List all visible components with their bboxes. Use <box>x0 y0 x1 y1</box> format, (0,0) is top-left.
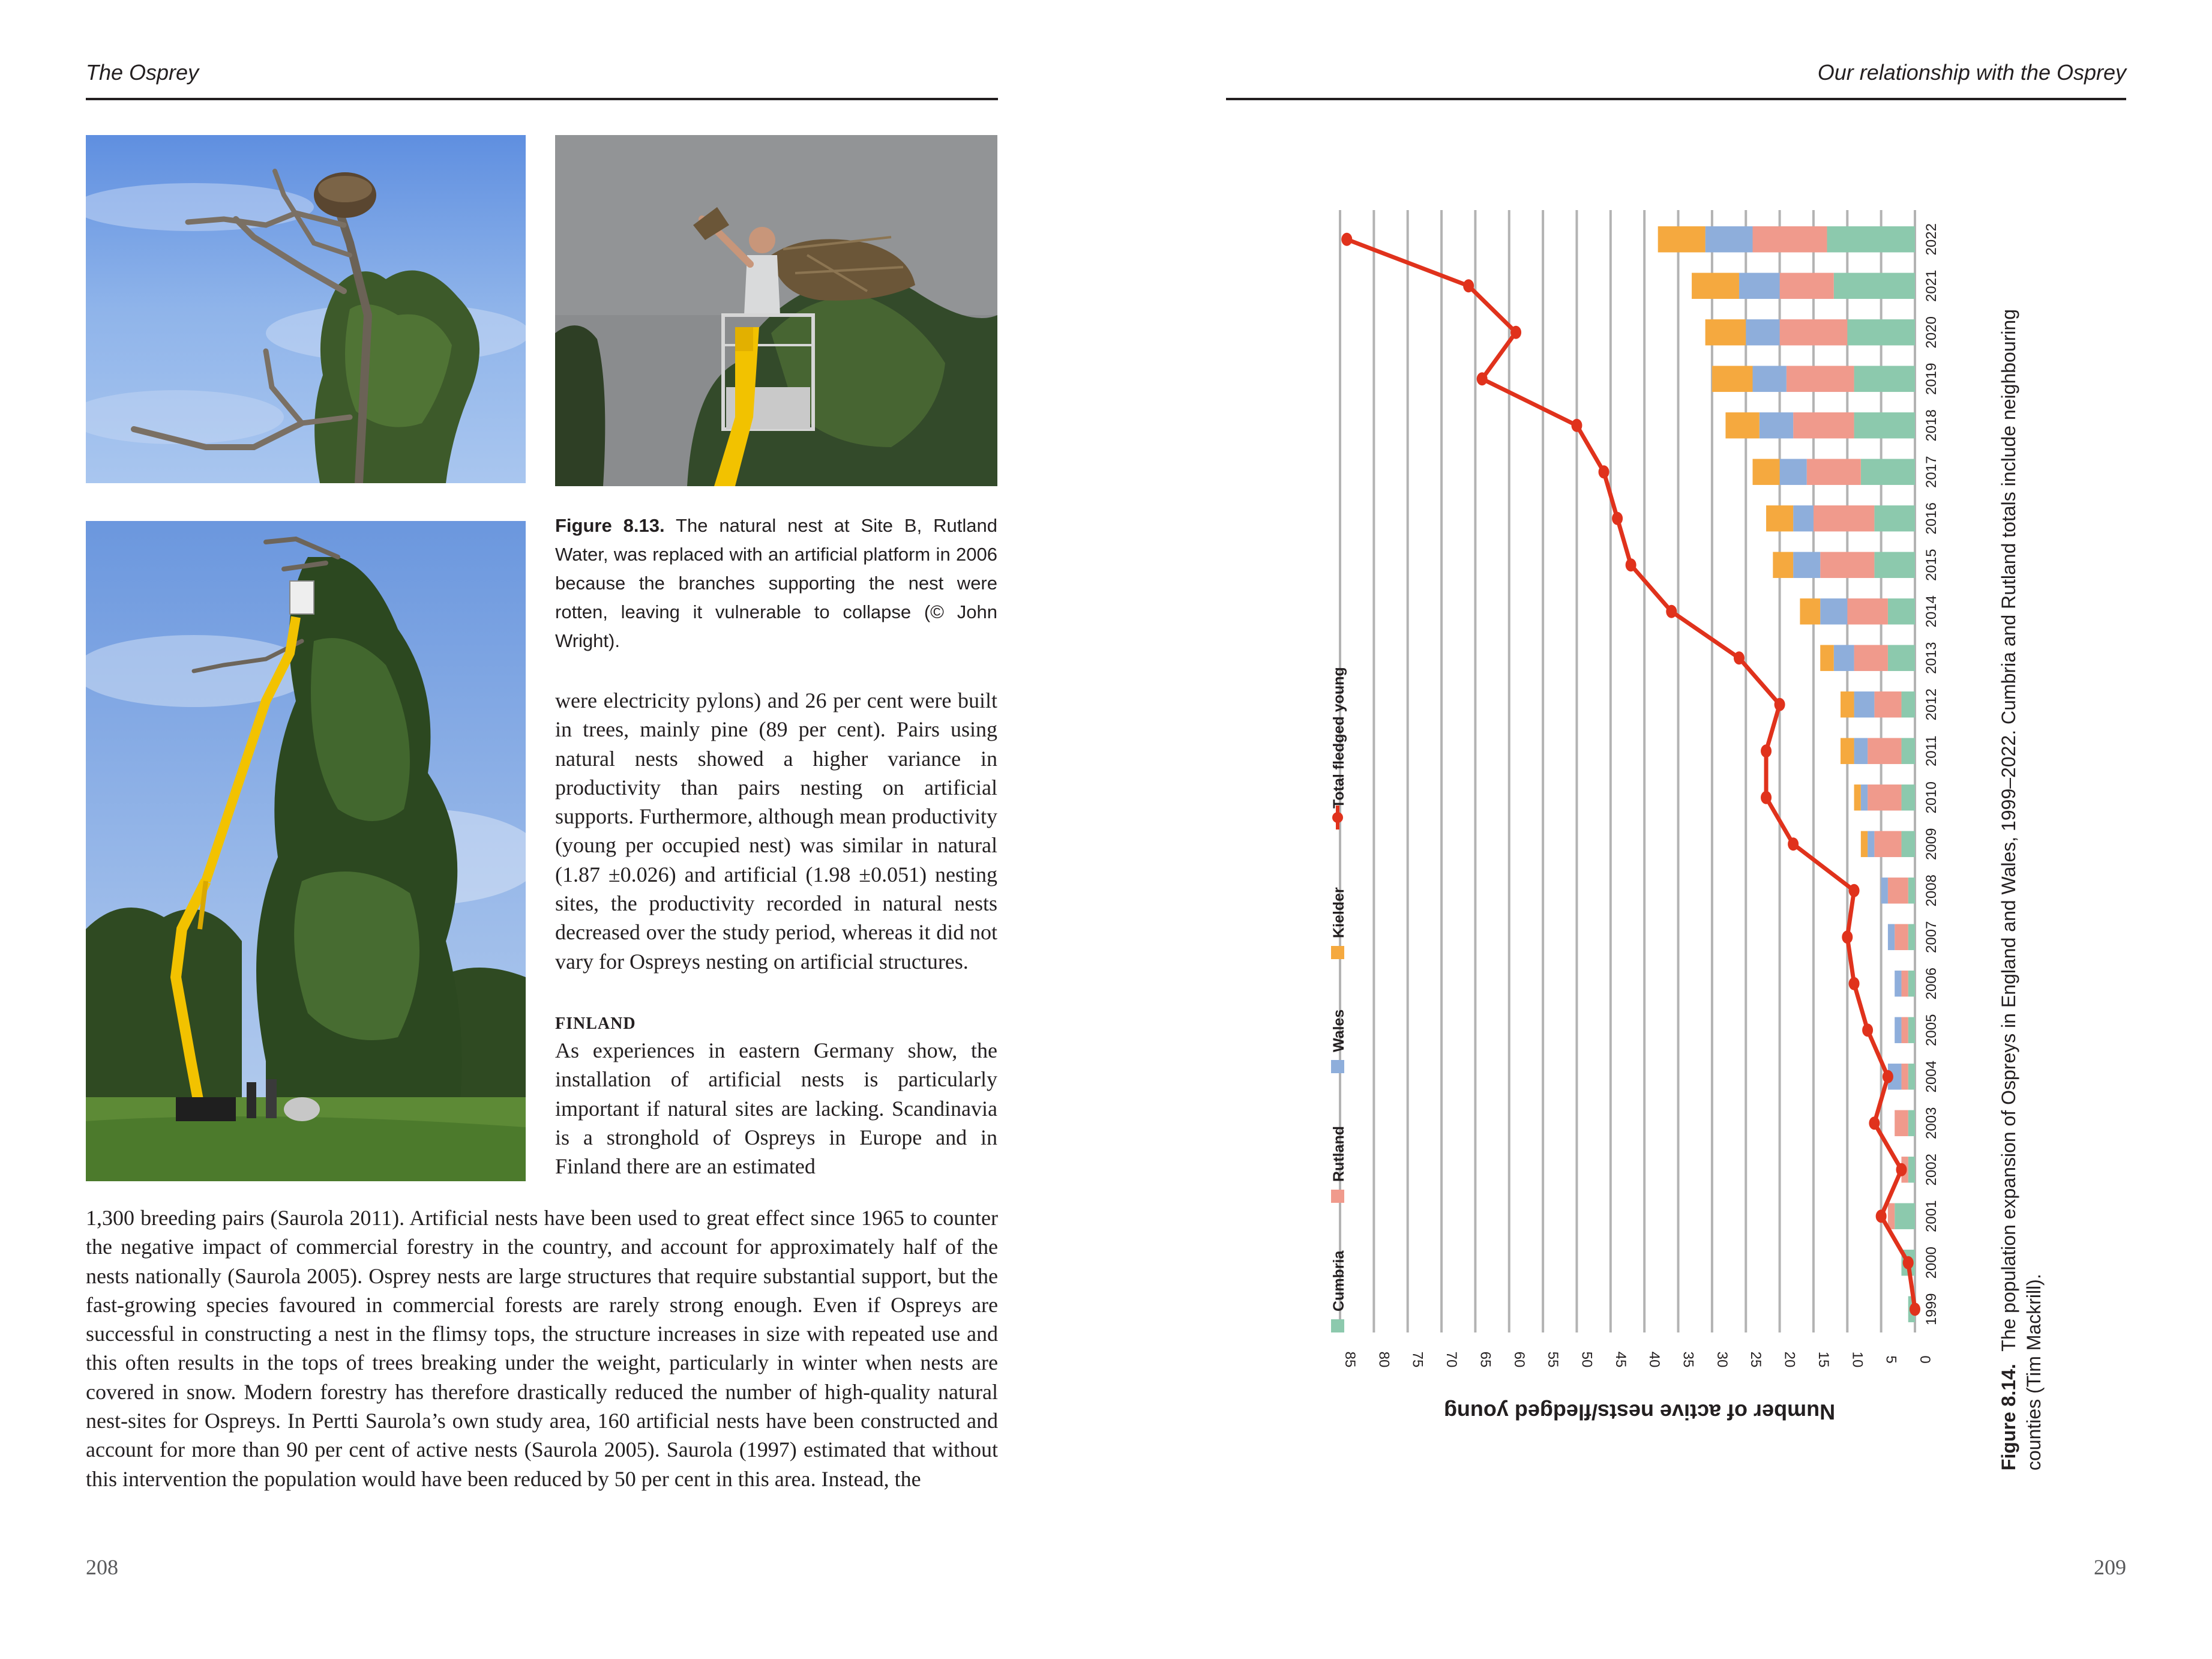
fledged-young-point <box>1761 744 1772 757</box>
bar-segment-rutland <box>1868 738 1901 764</box>
bar-segment-kielder <box>1712 366 1753 392</box>
bar-segment-rutland <box>1895 924 1908 950</box>
bar-segment-wales <box>1834 645 1854 671</box>
category-label: 2008 <box>1923 875 1940 907</box>
bar-segment-rutland <box>1868 784 1901 810</box>
bar-segment-rutland <box>1787 366 1854 392</box>
bar-segment-kielder <box>1861 831 1868 857</box>
figure-8-13-caption <box>555 511 997 655</box>
header-rule-left <box>86 98 998 100</box>
bar-segment-cumbria <box>1854 366 1915 392</box>
bar-segment-kielder <box>1854 784 1861 810</box>
category-label: 2004 <box>1923 1061 1940 1093</box>
axis-tick-label: 20 <box>1781 1351 1798 1368</box>
bar-segment-kielder <box>1658 226 1706 252</box>
page-number-left: 208 <box>86 1555 118 1579</box>
category-label: 2016 <box>1923 502 1940 535</box>
figure-8-14-label: Figure 8.14. <box>1998 1364 2019 1471</box>
legend-swatch-marker <box>1332 812 1343 823</box>
category-label: 2003 <box>1923 1107 1940 1139</box>
category-label: 2019 <box>1923 363 1940 395</box>
bar-segment-cumbria <box>1827 226 1915 252</box>
bar-segment-wales <box>1868 831 1874 857</box>
bar-segment-kielder <box>1841 691 1854 717</box>
body-paragraph-productivity: were electricity pylons) and 26 per cent were built in trees, mainly pine (89 per cent). Pairs using natural nests showed a higher variance in productivity than pairs nesting on artificial supports. Furthermore, although mean productivity (young per occupied nest) was similar in natural (1.87 ±0.026) and artificial (1.98 ±0.051) nesting sites, the productivity recorded in natural nests decreased over the study period, whereas it did not vary for Ospreys nesting on artificial structures. <box>555 688 997 974</box>
fledged-young-point <box>1876 1209 1887 1223</box>
fledged-young-point <box>1599 465 1609 478</box>
bar-segment-cumbria <box>1847 319 1915 345</box>
running-head-right: Our relationship with the Osprey <box>1817 60 2126 85</box>
fledged-young-point <box>1883 1070 1893 1083</box>
bar-segment-rutland <box>1854 645 1888 671</box>
bar-segment-rutland <box>1814 505 1874 531</box>
axis-tick-label: 10 <box>1849 1351 1866 1368</box>
bar-segment-cumbria <box>1901 784 1915 810</box>
body-paragraph-finland-start: As experiences in eastern Germany show, the installation of artificial nests is particularly important if natural sites are lacking. Scandinavia is a stronghold of Ospreys in Europe and in Finland there are an estimated <box>555 1038 997 1179</box>
axis-tick-label: 45 <box>1612 1351 1629 1368</box>
category-label: 2009 <box>1923 828 1940 860</box>
fledged-young-point <box>1869 1116 1880 1130</box>
figure-8-14-caption <box>1980 204 2046 1477</box>
fledged-young-point <box>1626 558 1636 571</box>
category-label: 2002 <box>1923 1154 1940 1186</box>
fledged-young-point <box>1612 512 1623 525</box>
svg-text:Figure 8.14. The popul <box>1998 309 2019 1471</box>
bar-segment-cumbria <box>1901 691 1915 717</box>
axis-title: Number of active nests/fledged young <box>1443 1400 1836 1424</box>
bar-segment-rutland <box>1780 273 1834 299</box>
category-label: 2013 <box>1923 642 1940 674</box>
bar-segment-cumbria <box>1874 505 1915 531</box>
bar-segment-rutland <box>1895 1110 1908 1136</box>
fledged-young-point <box>1842 930 1853 944</box>
bar-segment-cumbria <box>1908 1064 1915 1089</box>
axis-tick-label: 5 <box>1883 1355 1899 1364</box>
axis-tick-label: 85 <box>1342 1351 1358 1368</box>
body-paragraph-finland-continued: 1,300 breeding pairs (Saurola 2011). Artificial nests have been used to great effect since 1965 to counter the negative impact of commercial forestry in the country, and account for approximately half of the nests nationally (Saurola 2005). Osprey nests are large structures that require substantial support, but the fast-growing species favoured in commercial forests are rarely strong enough. Even if Ospreys are successful in constructing a nest in the flimsy tops, the structure increases in size with repeated use and this often results in the tops of trees breaking under the weight, particularly in winter when nests are covered in snow. Modern forestry has therefore drastically reduced the number of high-quality natural nest-sites for Ospreys. In Pertti Saurola’s own study area, 160 artificial nests have been constructed and account for more than 90 per cent of active nests (Saurola 2005). Saurola (1997) estimated that without this intervention the population would have been reduced by 50 per cent in this area. Instead, the <box>86 1206 998 1491</box>
legend-swatch-cumbria <box>1331 1319 1344 1332</box>
category-label: 2022 <box>1923 223 1940 256</box>
bar-segment-rutland <box>1901 1064 1908 1089</box>
stacked-bar-line-chart <box>1320 204 1980 1477</box>
legend-swatch-wales <box>1331 1060 1344 1073</box>
bar-segment-wales <box>1895 1017 1901 1043</box>
bar-segment-wales <box>1793 505 1814 531</box>
bar-segment-kielder <box>1753 459 1780 485</box>
bar-segment-wales <box>1861 784 1868 810</box>
axis-tick-label: 30 <box>1713 1351 1730 1368</box>
running-head-left: The Osprey <box>86 60 199 85</box>
axis-tick-label: 40 <box>1646 1351 1663 1368</box>
bar-segment-rutland <box>1780 319 1848 345</box>
axis-tick-label: 0 <box>1917 1355 1933 1364</box>
bar-segment-wales <box>1854 738 1868 764</box>
bar-segment-kielder <box>1800 598 1820 624</box>
fledged-young-point <box>1571 419 1582 432</box>
bar-segment-kielder <box>1766 505 1793 531</box>
axis-tick-label: 55 <box>1545 1351 1561 1368</box>
section-heading-finland: FINLAND <box>555 1014 636 1033</box>
fledged-young-point <box>1849 977 1860 990</box>
bar-segment-kielder <box>1773 552 1793 578</box>
header-rule-right <box>1226 98 2126 100</box>
photo-cherry-picker-tall-tree <box>86 521 526 1181</box>
legend-label-total-fledged-young: Total fledged young <box>1330 667 1347 808</box>
bar-segment-rutland <box>1807 459 1861 485</box>
axis-tick-label: 35 <box>1680 1351 1697 1368</box>
axis-tick-label: 70 <box>1443 1351 1460 1368</box>
bar-segment-wales <box>1881 878 1888 903</box>
axis-tick-label: 65 <box>1477 1351 1494 1368</box>
fledged-young-point <box>1463 279 1474 292</box>
legend-label-cumbria: Cumbria <box>1330 1250 1347 1311</box>
bar-segment-rutland <box>1888 878 1908 903</box>
fledged-young-point <box>1849 884 1860 897</box>
bar-segment-cumbria <box>1861 459 1915 485</box>
axis-tick-label: 80 <box>1375 1351 1392 1368</box>
fledged-young-point <box>1477 372 1488 385</box>
category-label: 2001 <box>1923 1200 1940 1232</box>
fledged-young-point <box>1788 837 1799 851</box>
category-label: 2014 <box>1923 595 1940 628</box>
bar-segment-rutland <box>1820 552 1874 578</box>
bar-segment-wales <box>1706 226 1753 252</box>
axis-tick-label: 25 <box>1748 1351 1764 1368</box>
page-number-right: 209 <box>2094 1555 2126 1579</box>
category-label: 2006 <box>1923 968 1940 1000</box>
bar-segment-wales <box>1753 366 1787 392</box>
category-label: 2005 <box>1923 1014 1940 1046</box>
legend-swatch-rutland <box>1331 1190 1344 1203</box>
category-label: 2010 <box>1923 781 1940 814</box>
bar-segment-cumbria <box>1908 1017 1915 1043</box>
bar-segment-rutland <box>1753 226 1827 252</box>
legend-swatch-kielder <box>1331 946 1344 959</box>
bar-segment-cumbria <box>1908 971 1915 996</box>
bar-segment-cumbria <box>1895 1203 1915 1229</box>
fledged-young-point <box>1734 651 1745 664</box>
bar-segment-cumbria <box>1888 645 1915 671</box>
fledged-young-point <box>1666 605 1677 618</box>
bar-segment-kielder <box>1841 738 1854 764</box>
bar-segment-rutland <box>1847 598 1888 624</box>
figure-8-14-text-line2: counties (Tim Mackrill). <box>2023 1274 2045 1471</box>
bar-segment-wales <box>1820 598 1847 624</box>
bar-segment-rutland <box>1901 1017 1908 1043</box>
bar-segment-rutland <box>1874 831 1901 857</box>
bar-segment-wales <box>1739 273 1780 299</box>
fledged-young-line <box>1347 239 1915 1310</box>
fledged-young-point <box>1910 1302 1920 1316</box>
bar-segment-kielder <box>1820 645 1834 671</box>
bar-segment-cumbria <box>1901 831 1915 857</box>
bar-segment-kielder <box>1692 273 1739 299</box>
category-label: 2000 <box>1923 1247 1940 1279</box>
figure-8-13-text: The natural nest at Site B, Rutland Water, was replaced with an artificial platform in 2006 because the branches supporting the nest were rotten, leaving it vulnerable to collapse (© John Wright). <box>555 515 997 651</box>
bar-segment-kielder <box>1706 319 1746 345</box>
legend-label-rutland: Rutland <box>1330 1125 1347 1182</box>
category-label: 1999 <box>1923 1293 1940 1325</box>
category-label: 2021 <box>1923 269 1940 302</box>
bar-segment-wales <box>1888 924 1895 950</box>
category-label: 2007 <box>1923 921 1940 953</box>
bar-segment-cumbria <box>1834 273 1915 299</box>
bar-segment-rutland <box>1888 1203 1895 1229</box>
bar-segment-cumbria <box>1908 878 1915 903</box>
bar-segment-cumbria <box>1888 598 1915 624</box>
category-label: 2018 <box>1923 409 1940 442</box>
category-label: 2020 <box>1923 316 1940 349</box>
bar-segment-wales <box>1780 459 1807 485</box>
bar-segment-rutland <box>1901 971 1908 996</box>
fledged-young-point <box>1341 233 1352 246</box>
category-label: 2011 <box>1923 735 1940 767</box>
legend-label-wales: Wales <box>1330 1009 1347 1052</box>
bar-segment-kielder <box>1725 412 1759 438</box>
photo-natural-nest-dead-tree <box>86 135 526 483</box>
axis-tick-label: 50 <box>1578 1351 1595 1368</box>
bar-segment-wales <box>1895 971 1901 996</box>
bar-segment-rutland <box>1793 412 1854 438</box>
bar-segment-cumbria <box>1908 924 1915 950</box>
category-label: 2012 <box>1923 688 1940 721</box>
axis-tick-label: 75 <box>1409 1351 1426 1368</box>
figure-8-13-label: Figure 8.13. <box>555 515 665 536</box>
bar-segment-cumbria <box>1854 412 1915 438</box>
bar-segment-cumbria <box>1901 738 1915 764</box>
bar-segment-wales <box>1746 319 1779 345</box>
fledged-young-point <box>1775 698 1785 711</box>
bar-segment-wales <box>1854 691 1875 717</box>
category-label: 2017 <box>1923 456 1940 488</box>
bar-segment-wales <box>1793 552 1820 578</box>
bar-segment-cumbria <box>1908 1110 1915 1136</box>
bar-segment-cumbria <box>1908 1157 1915 1182</box>
bar-segment-rutland <box>1874 691 1901 717</box>
category-label: 2015 <box>1923 549 1940 581</box>
axis-tick-label: 15 <box>1815 1351 1832 1368</box>
fledged-young-point <box>1761 791 1772 804</box>
fledged-young-point <box>1510 326 1521 339</box>
body-column-right <box>555 686 997 1181</box>
bar-segment-wales <box>1760 412 1793 438</box>
photo-man-building-nest-on-platform <box>555 135 997 486</box>
body-full-width <box>86 1203 998 1493</box>
bar-segment-cumbria <box>1874 552 1915 578</box>
figure-8-14-text-line1: The population expansion of Ospreys in England and Wales, 1999–2022. Cumbria and Rutland totals include neighbouring <box>1998 309 2019 1352</box>
fledged-young-point <box>1903 1256 1914 1269</box>
fledged-young-point <box>1896 1163 1907 1176</box>
legend-label-kielder: Kielder <box>1330 887 1347 938</box>
fledged-young-point <box>1862 1023 1873 1037</box>
axis-tick-label: 60 <box>1510 1351 1527 1368</box>
